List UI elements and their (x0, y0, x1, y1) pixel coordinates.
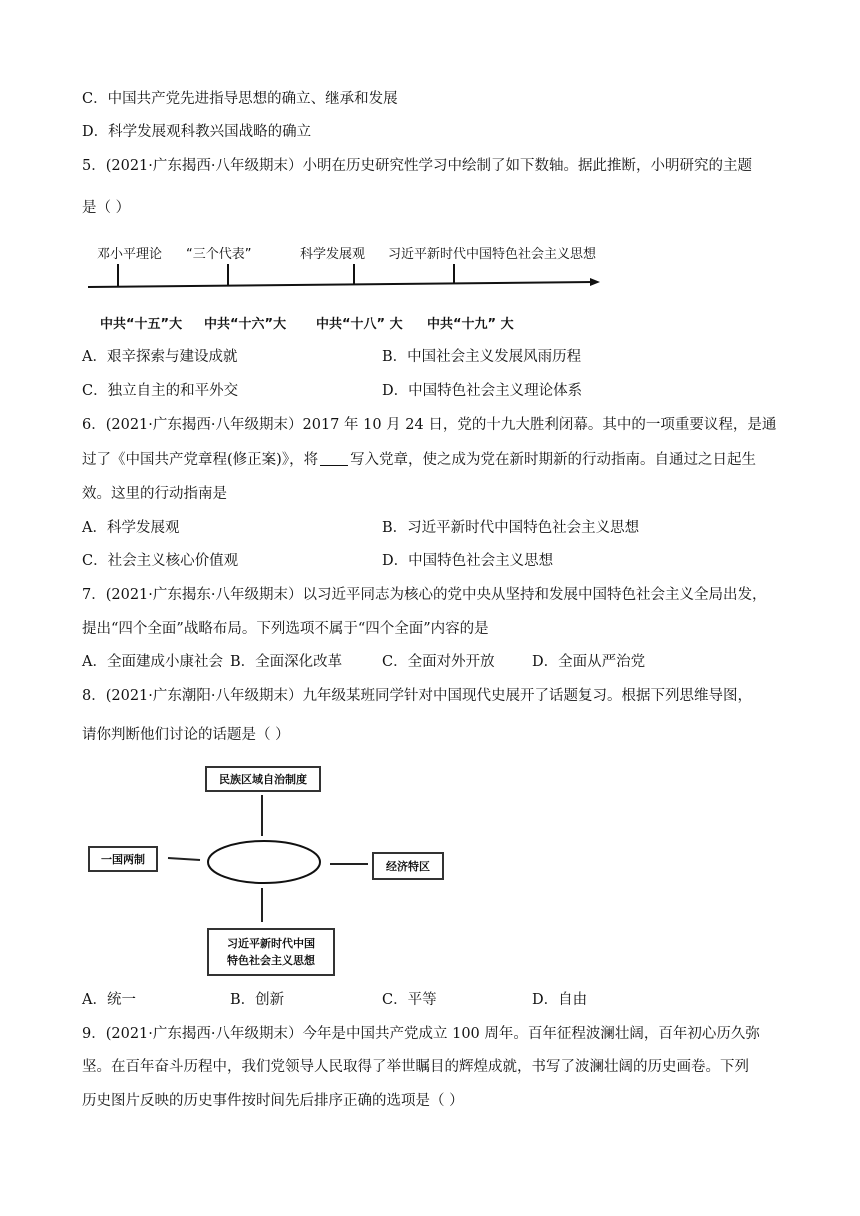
q8-option-d: D．自由 (532, 992, 588, 1008)
timeline-label-deng: 邓小平理论 (97, 247, 163, 262)
q5-option-d: D．中国特色社会主义理论体系 (382, 383, 583, 399)
q8-stem-line2: 请你判断他们讨论的话题是（ ） (82, 727, 290, 743)
timeline-congress-19: 中共“十九” 大 (427, 317, 514, 332)
q6-option-d: D．中国特色社会主义思想 (382, 553, 554, 569)
q6-stem-line2-after: 写入党章，使之成为党在新时期新的行动指南。自通过之日起生 (350, 452, 757, 468)
mindmap-node-bottom (207, 928, 335, 976)
q6-stem-line3: 效。这里的行动指南是 (82, 486, 227, 502)
q7-option-a: A．全面建成小康社会 (82, 654, 223, 670)
q6-stem-line2-before: 过了《中国共产党章程(修正案)》，将 (82, 452, 319, 468)
q8-stem-line1: 8．(2021·广东潮阳·八年级期末）九年级某班同学针对中国现代史展开了话题复习。根据下列思维导图， (82, 688, 752, 704)
q9-stem-line3: 历史图片反映的历史事件按时间先后排序正确的选项是（ ） (82, 1093, 464, 1109)
q6-option-c: C．社会主义核心价值观 (82, 553, 239, 569)
timeline-congress-16: 中共“十六”大 (204, 317, 287, 332)
q7-option-d: D．全面从严治党 (532, 654, 646, 670)
q5-stem-line1: 5．(2021·广东揭西·八年级期末）小明在历史研究性学习中绘制了如下数轴。据此推断，小明研究的主题 (82, 158, 752, 174)
q7-stem-line1: 7．(2021·广东揭东·八年级期末）以习近平同志为核心的党中央从坚持和发展中国特色社会主义全局出发， (82, 587, 767, 603)
q8-option-a: A．统一 (82, 992, 136, 1008)
q9-stem-line1: 9．(2021·广东揭西·八年级期末）今年是中国共产党成立 100 周年。百年征程波澜壮阔，百年初心历久弥 (82, 1026, 760, 1042)
mindmap-center-ellipse (208, 841, 320, 883)
q7-option-b: B．全面深化改革 (230, 654, 343, 670)
timeline-congress-15: 中共“十五”大 (100, 317, 183, 332)
timeline-label-scientific-outlook: 科学发展观 (300, 247, 366, 262)
q4-option-c: C．中国共产党先进指导思想的确立、继承和发展 (82, 91, 398, 107)
mindmap-node-bottom-line1: 习近平新时代中国 (227, 937, 315, 950)
mindmap-node-bottom-line2: 特色社会主义思想 (227, 954, 315, 967)
mindmap-node-top: 民族区域自治制度 (205, 766, 321, 792)
q8-option-b: B．创新 (230, 992, 285, 1008)
timeline-label-three-represents: “三个代表” (186, 247, 252, 262)
q5-option-c: C．独立自主的和平外交 (82, 383, 239, 399)
q7-option-c: C．全面对外开放 (382, 654, 495, 670)
q4-option-d: D．科学发展观科教兴国战略的确立 (82, 124, 312, 140)
q8-option-c: C．平等 (382, 992, 437, 1008)
q6-option-b: B．习近平新时代中国特色社会主义思想 (382, 520, 640, 536)
q6-option-a: A．科学发展观 (82, 520, 180, 536)
q5-stem-line2: 是（ ） (82, 200, 131, 216)
q5-option-b: B．中国社会主义发展风雨历程 (382, 349, 582, 365)
q9-stem-line2: 坚。在百年奋斗历程中，我们党领导人民取得了举世瞩目的辉煌成就，书写了波澜壮阔的历史画卷。下列 (82, 1059, 749, 1075)
q5-option-a: A．艰辛探索与建设成就 (82, 349, 238, 365)
q7-stem-line2: 提出“四个全面”战略布局。下列选项不属于“四个全面”内容的是 (82, 621, 489, 637)
timeline-label-xi-thought: 习近平新时代中国特色社会主义思想 (388, 247, 597, 262)
timeline-congress-18: 中共“十八” 大 (316, 317, 403, 332)
mindmap-node-left: 一国两制 (88, 846, 158, 872)
q6-stem-line1: 6．(2021·广东揭西·八年级期末）2017 年 10 月 24 日，党的十九大胜利闭幕。其中的一项重要议程，是通 (82, 417, 777, 433)
mindmap-node-right: 经济特区 (372, 852, 444, 880)
